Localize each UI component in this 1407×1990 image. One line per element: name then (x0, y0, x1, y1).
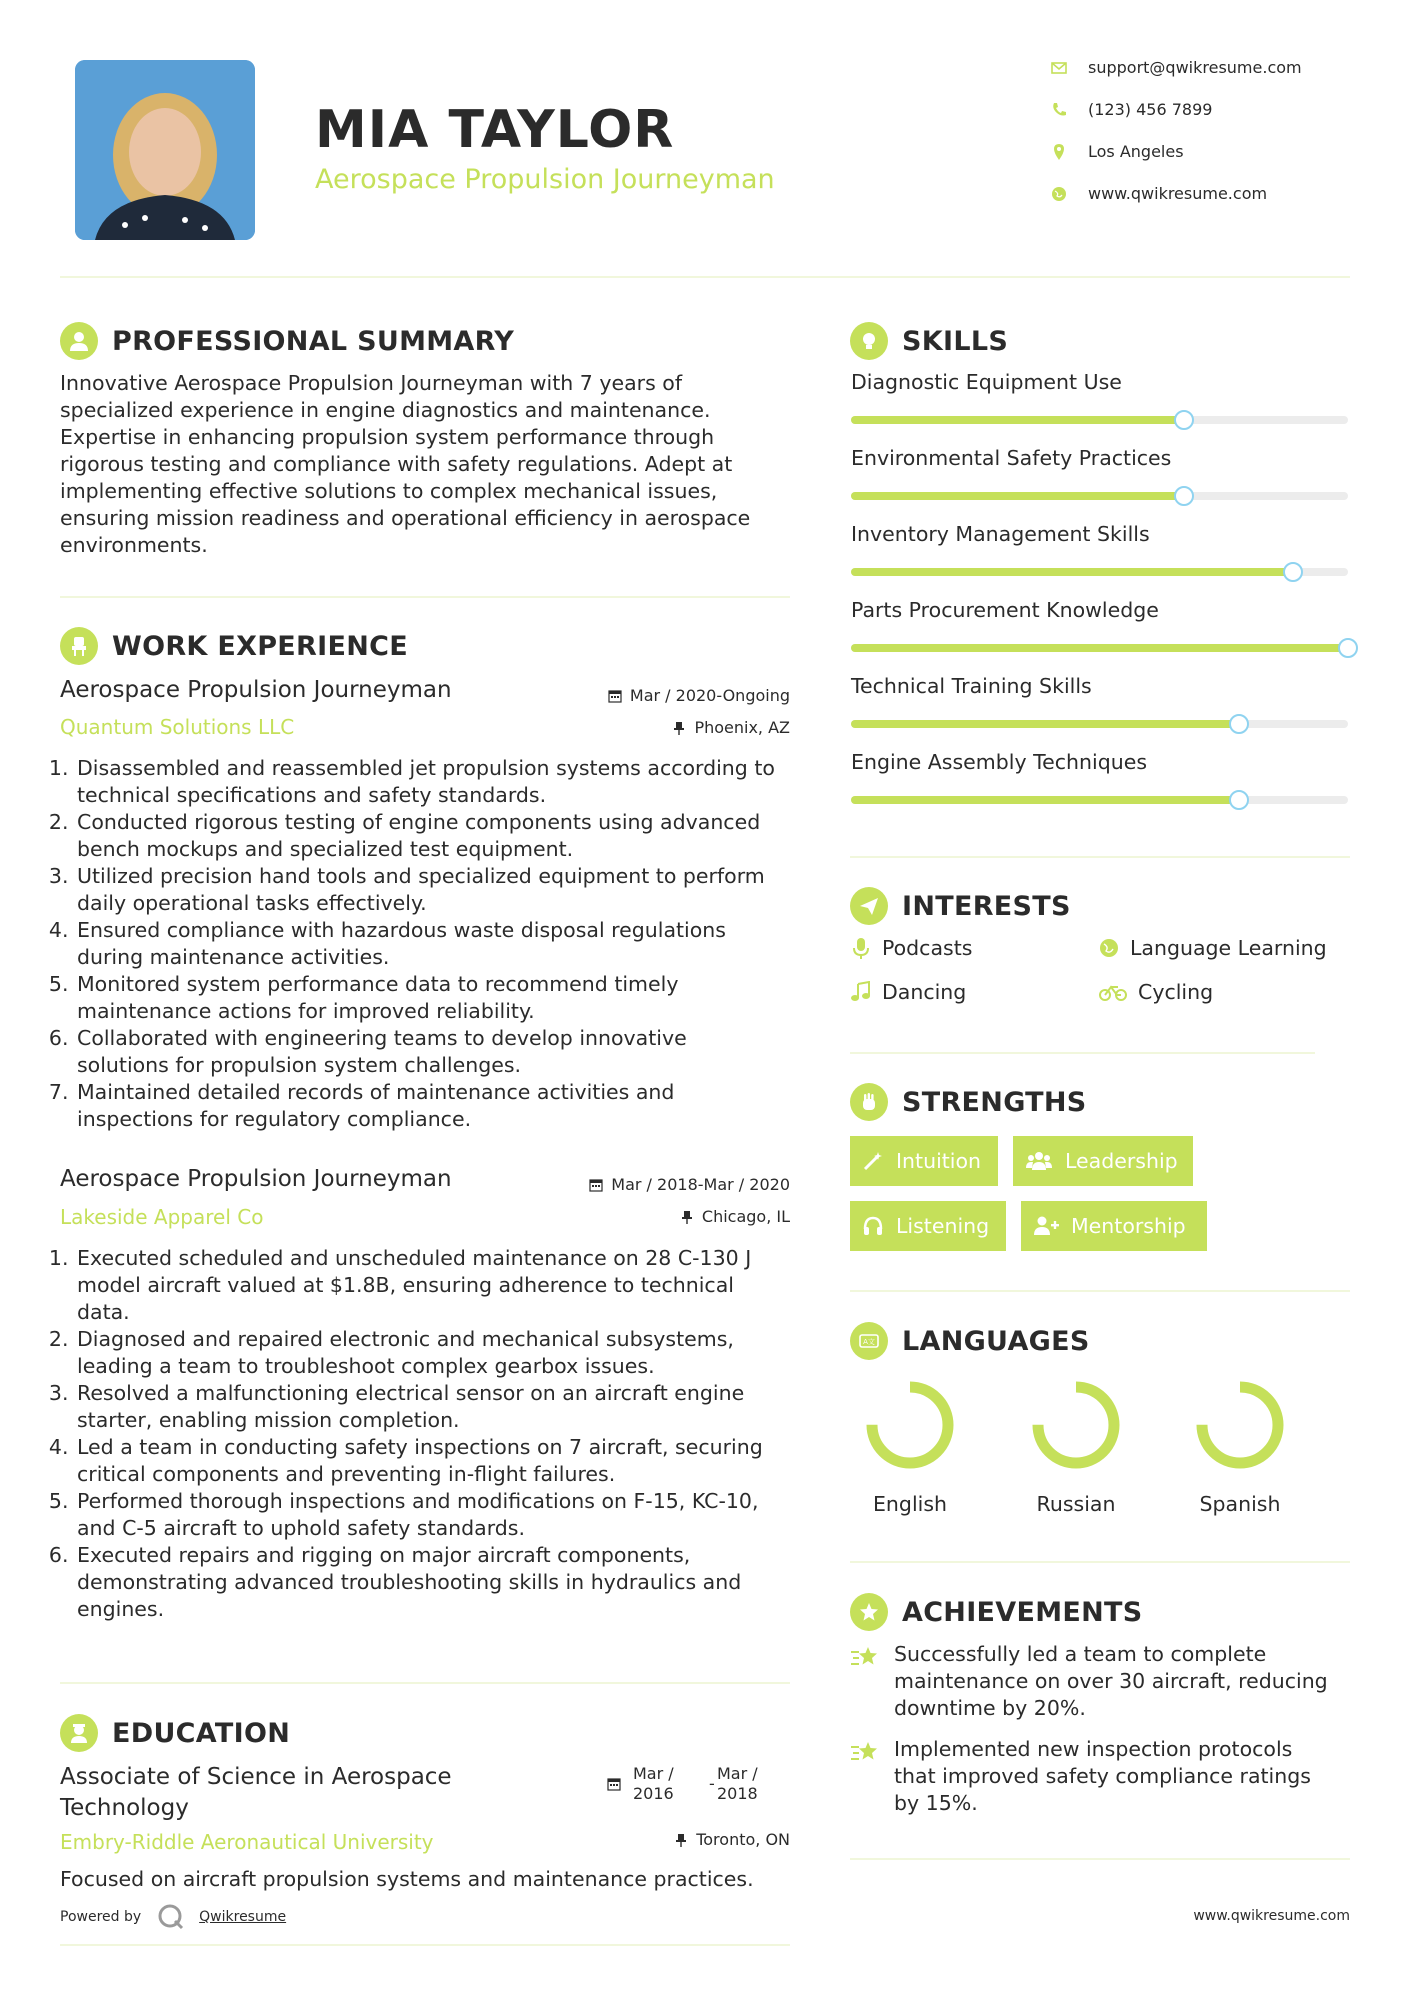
summary-line: environments. (60, 533, 208, 557)
job-duties-list (55, 755, 800, 1133)
strength-label: Mentorship (1071, 1214, 1186, 1238)
education-location (560, 1830, 790, 1849)
footer-website[interactable]: www.qwikresume.com (1193, 1908, 1350, 1924)
interests-title: INTERESTS (902, 890, 1071, 922)
music-icon (850, 981, 872, 1003)
magic-wand-icon (862, 1150, 884, 1172)
qwikresume-logo-icon (157, 1903, 185, 1931)
achievement-item (850, 1641, 1328, 1722)
end-year: 2018 (717, 1784, 758, 1803)
summary-line: specialized experience in engine diagnostics and maintenance. (60, 398, 711, 422)
headphones-icon (862, 1215, 884, 1237)
skill-label: Inventory Management Skills (851, 522, 1150, 546)
skill-bar-fill (851, 492, 1184, 500)
interest-label: Podcasts (882, 936, 973, 960)
education-school: Embry-Riddle Aeronautical University (60, 1830, 434, 1854)
candidate-name: MIA TAYLOR (315, 100, 675, 160)
language-progress-ring (1027, 1376, 1125, 1474)
envelope-icon (1050, 59, 1068, 77)
duty-item: 5. Monitored system performance data to recommend timely maintenance actions for improved reliability. (75, 971, 800, 1025)
interest-label: Language Learning (1130, 936, 1327, 960)
contact-website[interactable] (1050, 184, 1267, 203)
language-item (845, 1376, 975, 1516)
star-badge-icon (850, 1593, 888, 1631)
skill-label: Environmental Safety Practices (851, 446, 1172, 470)
language-label: Russian (1036, 1492, 1116, 1516)
summary-section-header (60, 322, 514, 360)
job-company: Quantum Solutions LLC (60, 715, 295, 739)
duty-item: 3. Utilized precision hand tools and specialized equipment to perform daily operational tasks effectively. (75, 863, 800, 917)
duty-item: 3. Resolved a malfunctioning electrical sensor on an aircraft engine starter, enabling mission completion. (75, 1380, 800, 1434)
interest-item (850, 936, 972, 960)
skill-bar-fill (851, 796, 1239, 804)
language-label: English (872, 1492, 948, 1516)
summary-line: Expertise in enhancing propulsion system performance through (60, 425, 715, 449)
map-pin-icon (1050, 143, 1068, 161)
user-icon (60, 322, 98, 360)
strength-label: Leadership (1065, 1149, 1178, 1173)
education-dates (607, 1764, 797, 1808)
start-month: Mar / (633, 1764, 674, 1783)
phone-icon (1050, 101, 1068, 119)
strength-chip (1021, 1201, 1207, 1251)
job-title: Aerospace Propulsion Journeyman (60, 677, 452, 703)
users-icon (1025, 1150, 1053, 1172)
skill-bar-track (851, 644, 1348, 652)
footer-divider (60, 1944, 790, 1946)
skill-level-handle (1174, 486, 1194, 506)
globe-icon (1098, 937, 1120, 959)
skill-level-handle (1229, 714, 1249, 734)
achievements-section-header (850, 1593, 1143, 1631)
interest-item (850, 980, 966, 1004)
work-title: WORK EXPERIENCE (112, 630, 408, 662)
profile-photo (75, 60, 255, 240)
education-section-header (60, 1714, 290, 1752)
duty-item: 2. Conducted rigorous testing of engine components using advanced bench mockups and specialized test equipment. (75, 809, 800, 863)
degree-line: Associate of Science in Aerospace (60, 1764, 452, 1790)
graduate-icon (60, 1714, 98, 1752)
language-progress-ring (1191, 1376, 1289, 1474)
contact-phone[interactable] (1050, 100, 1212, 119)
education-start (633, 1764, 674, 1804)
job-location (560, 718, 790, 737)
chair-icon (60, 627, 98, 665)
hand-icon (850, 1083, 888, 1121)
job-title: Aerospace Propulsion Journeyman (60, 1166, 452, 1192)
interest-item (1098, 980, 1213, 1004)
interest-label: Dancing (882, 980, 967, 1004)
duty-item: 7. Maintained detailed records of maintenance activities and inspections for regulatory compliance. (75, 1079, 800, 1133)
duty-item: 6. Collaborated with engineering teams to develop innovative solutions for propulsion system challenges. (75, 1025, 800, 1079)
work-section-header (60, 627, 408, 665)
education-end (717, 1764, 758, 1804)
skill-level-handle (1338, 638, 1358, 658)
summary-title: PROFESSIONAL SUMMARY (112, 325, 515, 357)
duty-item: 2. Diagnosed and repaired electronic and mechanical subsystems, leading a team to troubleshoot complex gearbox issues. (75, 1326, 800, 1380)
job-location (560, 1207, 790, 1226)
strength-chip (850, 1201, 1006, 1251)
language-icon (850, 1322, 888, 1360)
skill-label: Engine Assembly Techniques (851, 750, 1147, 774)
languages-section-header (850, 1322, 1090, 1360)
skill-bar-track (851, 416, 1348, 424)
skills-divider (850, 856, 1350, 858)
paper-plane-icon (850, 887, 888, 925)
summary-text (60, 370, 800, 559)
pushpin-icon (674, 1833, 688, 1847)
strengths-divider (850, 1290, 1350, 1292)
achievement-item (850, 1736, 1311, 1817)
globe-icon (1050, 185, 1068, 203)
interest-label: Cycling (1138, 980, 1214, 1004)
skill-label: Parts Procurement Knowledge (851, 598, 1159, 622)
job-dates (560, 1175, 790, 1194)
skill-label: Technical Training Skills (851, 674, 1092, 698)
language-item (1175, 1376, 1305, 1516)
contact-phone-text: (123) 456 7899 (1088, 100, 1213, 119)
education-description: Focused on aircraft propulsion systems and maintenance practices. (60, 1867, 754, 1891)
duty-item: 1. Disassembled and reassembled jet propulsion systems according to technical specifications and safety standards. (75, 755, 800, 809)
header-divider (60, 276, 1350, 278)
skill-bar-track (851, 492, 1348, 500)
summary-line: ensuring mission readiness and operational efficiency in aerospace (60, 506, 751, 530)
skills-section-header (850, 322, 1008, 360)
skill-bar-track (851, 568, 1348, 576)
svg-text:A文: A文 (863, 1338, 875, 1346)
interests-section-header (850, 887, 1071, 925)
language-label: Spanish (1199, 1492, 1281, 1516)
duty-item: 4. Led a team in conducting safety inspections on 7 aircraft, securing critical components and preventing in-flight failures. (75, 1434, 800, 1488)
skills-title: SKILLS (902, 325, 1009, 357)
education-title: EDUCATION (112, 1717, 291, 1749)
achievement-text: Successfully led a team to complete maintenance on over 30 aircraft, reducing downtime by 20%. (894, 1642, 1328, 1720)
calendar-icon (608, 689, 622, 703)
languages-divider (850, 1561, 1350, 1563)
education-degree (60, 1762, 452, 1824)
lightbulb-icon (850, 322, 888, 360)
skill-label: Diagnostic Equipment Use (851, 370, 1122, 394)
education-location-text: Toronto, ON (696, 1830, 790, 1849)
pushpin-icon (672, 721, 686, 735)
strength-chip (850, 1136, 998, 1186)
work-divider (60, 1682, 790, 1684)
achievements-title: ACHIEVEMENTS (902, 1596, 1143, 1628)
end-month: Mar / (717, 1764, 758, 1783)
skill-bar-fill (851, 644, 1348, 652)
calendar-icon (589, 1178, 603, 1192)
job-location-text: Chicago, IL (701, 1207, 790, 1226)
skill-bar-track (851, 720, 1348, 728)
start-year: 2016 (633, 1784, 674, 1803)
contact-website-text: www.qwikresume.com (1088, 184, 1268, 203)
candidate-role: Aerospace Propulsion Journeyman (315, 164, 775, 195)
duty-item: 5. Performed thorough inspections and modifications on F-15, KC-10, and C-5 aircraft to uphold safety standards. (75, 1488, 800, 1542)
job-company: Lakeside Apparel Co (60, 1205, 264, 1229)
summary-line: rigorous testing and compliance with safety regulations. Adept at (60, 452, 733, 476)
job-dates-text: Mar / 2018-Mar / 2020 (611, 1175, 790, 1194)
bicycle-icon (1098, 981, 1128, 1003)
skill-level-handle (1229, 790, 1249, 810)
job-dates-text: Mar / 2020-Ongoing (629, 686, 790, 705)
languages-title: LANGUAGES (902, 1325, 1090, 1357)
powered-by-label: Powered by (60, 1909, 142, 1925)
language-progress-ring (861, 1376, 959, 1474)
duty-item: 1. Executed scheduled and unscheduled maintenance on 28 C-130 J model aircraft valued at $1.8B, ensuring adherence to technical data. (75, 1245, 800, 1326)
achievement-text: Implemented new inspection protocols that improved safety compliance ratings by 15%. (894, 1737, 1311, 1815)
strengths-section-header (850, 1083, 1087, 1121)
summary-line: Innovative Aerospace Propulsion Journeyman with 7 years of (60, 371, 683, 395)
qwikresume-link[interactable]: Qwikresume (199, 1909, 287, 1925)
language-item (1011, 1376, 1141, 1516)
skill-bar-fill (851, 416, 1184, 424)
microphone-icon (850, 937, 872, 959)
skill-level-handle (1174, 410, 1194, 430)
duty-item: 6. Executed repairs and rigging on major aircraft components, demonstrating advanced troubleshooting skills in hydraulics and engines. (75, 1542, 800, 1623)
shooting-star-icon (850, 1738, 882, 1766)
job-duties-list (55, 1245, 800, 1623)
job-dates (560, 686, 790, 705)
contact-email[interactable] (1050, 58, 1302, 77)
achievements-divider (850, 1858, 1350, 1860)
skill-bar-track (851, 796, 1348, 804)
degree-line: Technology (60, 1795, 189, 1821)
calendar-icon (607, 1777, 621, 1791)
job-location-text: Phoenix, AZ (694, 718, 790, 737)
summary-line: implementing effective solutions to complex mechanical issues, (60, 479, 718, 503)
shooting-star-icon (850, 1643, 882, 1671)
contact-location (1050, 142, 1184, 161)
duty-item: 4. Ensured compliance with hazardous waste disposal regulations during maintenance activities. (75, 917, 800, 971)
skill-bar-fill (851, 568, 1293, 576)
strength-chip (1013, 1136, 1193, 1186)
strength-label: Intuition (896, 1149, 982, 1173)
summary-divider (60, 596, 790, 598)
user-plus-icon (1033, 1215, 1059, 1237)
strength-label: Listening (896, 1214, 990, 1238)
contact-email-text: support@qwikresume.com (1088, 58, 1302, 77)
date-dash: - (709, 1774, 715, 1793)
pushpin-icon (680, 1210, 694, 1224)
skill-bar-fill (851, 720, 1239, 728)
skill-level-handle (1283, 562, 1303, 582)
interests-divider (850, 1052, 1315, 1054)
contact-location-text: Los Angeles (1088, 142, 1184, 161)
interest-item (1098, 936, 1327, 960)
strengths-title: STRENGTHS (902, 1086, 1087, 1118)
powered-by (60, 1903, 286, 1931)
